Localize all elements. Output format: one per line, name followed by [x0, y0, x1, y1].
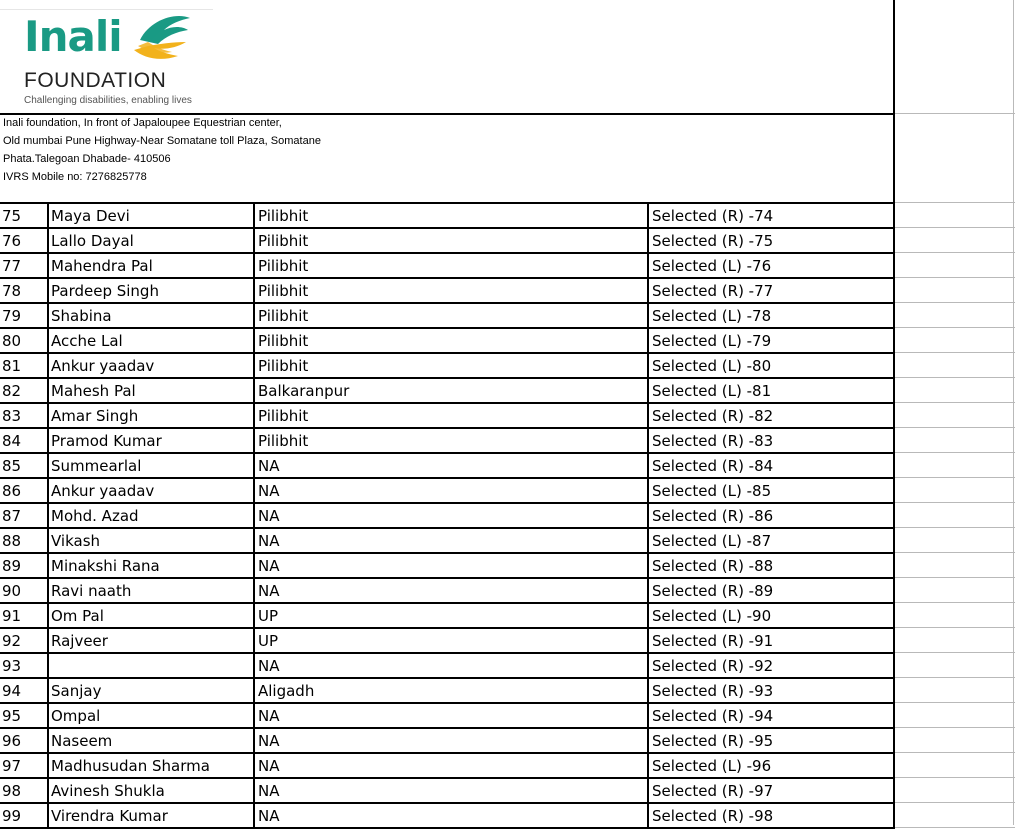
row-place: Pilibhit — [258, 257, 309, 275]
row-divider — [0, 652, 895, 654]
row-place: NA — [258, 582, 280, 600]
row-status: Selected (R) -93 — [652, 682, 774, 700]
row-name: Lallo Dayal — [51, 232, 134, 250]
row-divider — [0, 402, 895, 404]
row-divider — [0, 252, 895, 254]
row-divider-extra — [895, 227, 1015, 228]
row-place: Aligadh — [258, 682, 315, 700]
table-row — [0, 628, 1015, 653]
row-number: 78 — [2, 282, 22, 300]
row-name: Virendra Kumar — [51, 807, 168, 825]
row-divider-extra — [895, 552, 1015, 553]
table-row — [0, 653, 1015, 678]
row-status: Selected (R) -92 — [652, 657, 774, 675]
row-status: Selected (L) -85 — [652, 482, 772, 500]
table-row — [0, 778, 1015, 803]
row-name: Acche Lal — [51, 332, 123, 350]
row-name: Mahesh Pal — [51, 382, 136, 400]
address-line: Phata.Talegoan Dhabade- 410506 — [3, 153, 171, 165]
row-name: Ravi naath — [51, 582, 132, 600]
row-divider — [0, 577, 895, 579]
row-name: Rajveer — [51, 632, 108, 650]
row-divider — [0, 752, 895, 754]
row-divider — [0, 277, 895, 279]
row-divider — [0, 452, 895, 454]
row-place: NA — [258, 732, 280, 750]
row-divider-extra — [895, 602, 1015, 603]
row-number: 75 — [2, 207, 22, 225]
row-status: Selected (L) -90 — [652, 607, 772, 625]
row-name: Mahendra Pal — [51, 257, 153, 275]
row-name: Ompal — [51, 707, 101, 725]
row-status: Selected (R) -91 — [652, 632, 774, 650]
row-number: 80 — [2, 332, 22, 350]
table-row — [0, 478, 1015, 503]
row-status: Selected (R) -75 — [652, 232, 774, 250]
row-place: NA — [258, 757, 280, 775]
column-divider — [647, 203, 649, 828]
row-divider — [0, 702, 895, 704]
row-divider-extra — [895, 802, 1015, 803]
inali-logo — [22, 8, 212, 112]
row-place: Pilibhit — [258, 282, 309, 300]
row-number: 79 — [2, 307, 22, 325]
row-status: Selected (R) -88 — [652, 557, 774, 575]
row-name: Ankur yaadav — [51, 357, 155, 375]
table-row — [0, 303, 1015, 328]
row-divider-extra — [895, 577, 1015, 578]
column-divider — [47, 203, 49, 828]
row-status: Selected (L) -87 — [652, 532, 772, 550]
row-place: UP — [258, 607, 279, 625]
row-place: Pilibhit — [258, 307, 309, 325]
row-number: 77 — [2, 257, 22, 275]
row-status: Selected (R) -95 — [652, 732, 774, 750]
table-row — [0, 703, 1015, 728]
table-row — [0, 353, 1015, 378]
row-divider — [0, 427, 895, 429]
row-divider — [0, 802, 895, 804]
row-status: Selected (R) -82 — [652, 407, 774, 425]
header-extra-line — [895, 113, 1015, 114]
row-number: 90 — [2, 582, 22, 600]
row-status: Selected (R) -97 — [652, 782, 774, 800]
row-name: Naseem — [51, 732, 113, 750]
row-number: 94 — [2, 682, 22, 700]
table-row — [0, 603, 1015, 628]
row-name: Minakshi Rana — [51, 557, 160, 575]
address-line: Inali foundation, In front of Japaloupee Equestrian center, — [3, 117, 282, 129]
row-number: 83 — [2, 407, 22, 425]
table-row — [0, 678, 1015, 703]
row-place: Pilibhit — [258, 207, 309, 225]
row-name: Pramod Kumar — [51, 432, 162, 450]
row-number: 98 — [2, 782, 22, 800]
table-row — [0, 253, 1015, 278]
table-row — [0, 278, 1015, 303]
table-row — [0, 728, 1015, 753]
row-place: NA — [258, 707, 280, 725]
row-divider-extra — [895, 377, 1015, 378]
row-place: Pilibhit — [258, 232, 309, 250]
row-name: Maya Devi — [51, 207, 130, 225]
row-name: Mohd. Azad — [51, 507, 139, 525]
table-row — [0, 403, 1015, 428]
row-divider-extra — [895, 327, 1015, 328]
row-divider-extra — [895, 427, 1015, 428]
row-divider — [0, 352, 895, 354]
row-number: 92 — [2, 632, 22, 650]
row-status: Selected (R) -83 — [652, 432, 774, 450]
row-number: 96 — [2, 732, 22, 750]
row-place: Pilibhit — [258, 357, 309, 375]
row-divider-extra — [895, 402, 1015, 403]
row-status: Selected (L) -81 — [652, 382, 772, 400]
row-number: 95 — [2, 707, 22, 725]
row-divider — [0, 627, 895, 629]
table-row — [0, 203, 1015, 228]
hands-icon — [130, 10, 196, 66]
row-place: NA — [258, 532, 280, 550]
row-divider — [0, 527, 895, 529]
table-row — [0, 453, 1015, 478]
address-line: IVRS Mobile no: 7276825778 — [3, 171, 147, 183]
row-number: 91 — [2, 607, 22, 625]
row-divider-extra — [895, 252, 1015, 253]
row-status: Selected (R) -77 — [652, 282, 774, 300]
row-name: Avinesh Shukla — [51, 782, 165, 800]
row-name: Vikash — [51, 532, 101, 550]
row-status: Selected (R) -89 — [652, 582, 774, 600]
row-divider — [0, 302, 895, 304]
row-place: NA — [258, 482, 280, 500]
logo-subtitle: FOUNDATION — [24, 69, 167, 92]
row-place: NA — [258, 557, 280, 575]
column-divider — [253, 203, 255, 828]
table-row — [0, 753, 1015, 778]
row-place: NA — [258, 807, 280, 825]
table-row — [0, 328, 1015, 353]
row-name: Summearlal — [51, 457, 142, 475]
row-name: Shabina — [51, 307, 112, 325]
row-divider-extra — [895, 627, 1015, 628]
row-divider — [0, 602, 895, 604]
row-number: 84 — [2, 432, 22, 450]
row-status: Selected (L) -80 — [652, 357, 772, 375]
logo-name: Inali — [24, 12, 122, 61]
row-place: NA — [258, 457, 280, 475]
row-name — [51, 653, 251, 678]
row-status: Selected (R) -98 — [652, 807, 774, 825]
row-divider — [0, 377, 895, 379]
row-status: Selected (R) -94 — [652, 707, 774, 725]
row-number: 99 — [2, 807, 22, 825]
row-status: Selected (L) -79 — [652, 332, 772, 350]
row-divider-extra — [895, 277, 1015, 278]
row-divider-extra — [895, 202, 1015, 203]
row-divider-extra — [895, 502, 1015, 503]
row-status: Selected (L) -76 — [652, 257, 772, 275]
row-place: Pilibhit — [258, 432, 309, 450]
row-number: 97 — [2, 757, 22, 775]
row-divider-extra — [895, 727, 1015, 728]
row-number: 93 — [2, 657, 22, 675]
row-place: Pilibhit — [258, 407, 309, 425]
row-name: Ankur yaadav — [51, 482, 155, 500]
row-status: Selected (R) -74 — [652, 207, 774, 225]
table-row — [0, 578, 1015, 603]
row-status: Selected (L) -96 — [652, 757, 772, 775]
row-place: UP — [258, 632, 279, 650]
row-status: Selected (L) -78 — [652, 307, 772, 325]
row-divider-extra — [895, 827, 1015, 828]
table-row — [0, 378, 1015, 403]
row-name: Pardeep Singh — [51, 282, 159, 300]
row-divider — [0, 502, 895, 504]
row-name: Madhusudan Sharma — [51, 757, 210, 775]
header-right-border — [893, 0, 895, 203]
row-divider-extra — [895, 477, 1015, 478]
row-number: 87 — [2, 507, 22, 525]
row-divider — [0, 227, 895, 229]
row-divider-extra — [895, 302, 1015, 303]
table-row — [0, 428, 1015, 453]
row-divider — [0, 202, 895, 204]
row-place: Balkaranpur — [258, 382, 350, 400]
row-place: NA — [258, 657, 280, 675]
row-divider-extra — [895, 752, 1015, 753]
row-divider — [0, 552, 895, 554]
row-divider-extra — [895, 652, 1015, 653]
logo-tagline: Challenging disabilities, enabling lives — [24, 95, 192, 106]
address-block — [3, 114, 321, 186]
table-row — [0, 803, 1015, 828]
table-row — [0, 503, 1015, 528]
row-status: Selected (R) -86 — [652, 507, 774, 525]
row-number: 76 — [2, 232, 22, 250]
row-divider-extra — [895, 352, 1015, 353]
row-name: Om Pal — [51, 607, 104, 625]
row-divider-extra — [895, 527, 1015, 528]
table-row — [0, 228, 1015, 253]
address-line: Old mumbai Pune Highway-Near Somatane toll Plaza, Somatane — [3, 135, 321, 147]
row-number: 89 — [2, 557, 22, 575]
row-divider-extra — [895, 677, 1015, 678]
row-number: 88 — [2, 532, 22, 550]
row-number: 86 — [2, 482, 22, 500]
row-divider-extra — [895, 452, 1015, 453]
row-number: 82 — [2, 382, 22, 400]
row-divider — [0, 777, 895, 779]
row-number: 85 — [2, 457, 22, 475]
table-row — [0, 528, 1015, 553]
row-divider-extra — [895, 777, 1015, 778]
column-divider — [893, 203, 895, 828]
row-divider — [0, 677, 895, 679]
row-status: Selected (R) -84 — [652, 457, 774, 475]
row-place: Pilibhit — [258, 332, 309, 350]
row-name: Amar Singh — [51, 407, 139, 425]
row-name: Sanjay — [51, 682, 102, 700]
row-divider — [0, 477, 895, 479]
row-number: 81 — [2, 357, 22, 375]
row-place: NA — [258, 782, 280, 800]
table-row — [0, 553, 1015, 578]
row-place: NA — [258, 507, 280, 525]
row-divider-extra — [895, 702, 1015, 703]
row-divider — [0, 327, 895, 329]
row-divider — [0, 727, 895, 729]
